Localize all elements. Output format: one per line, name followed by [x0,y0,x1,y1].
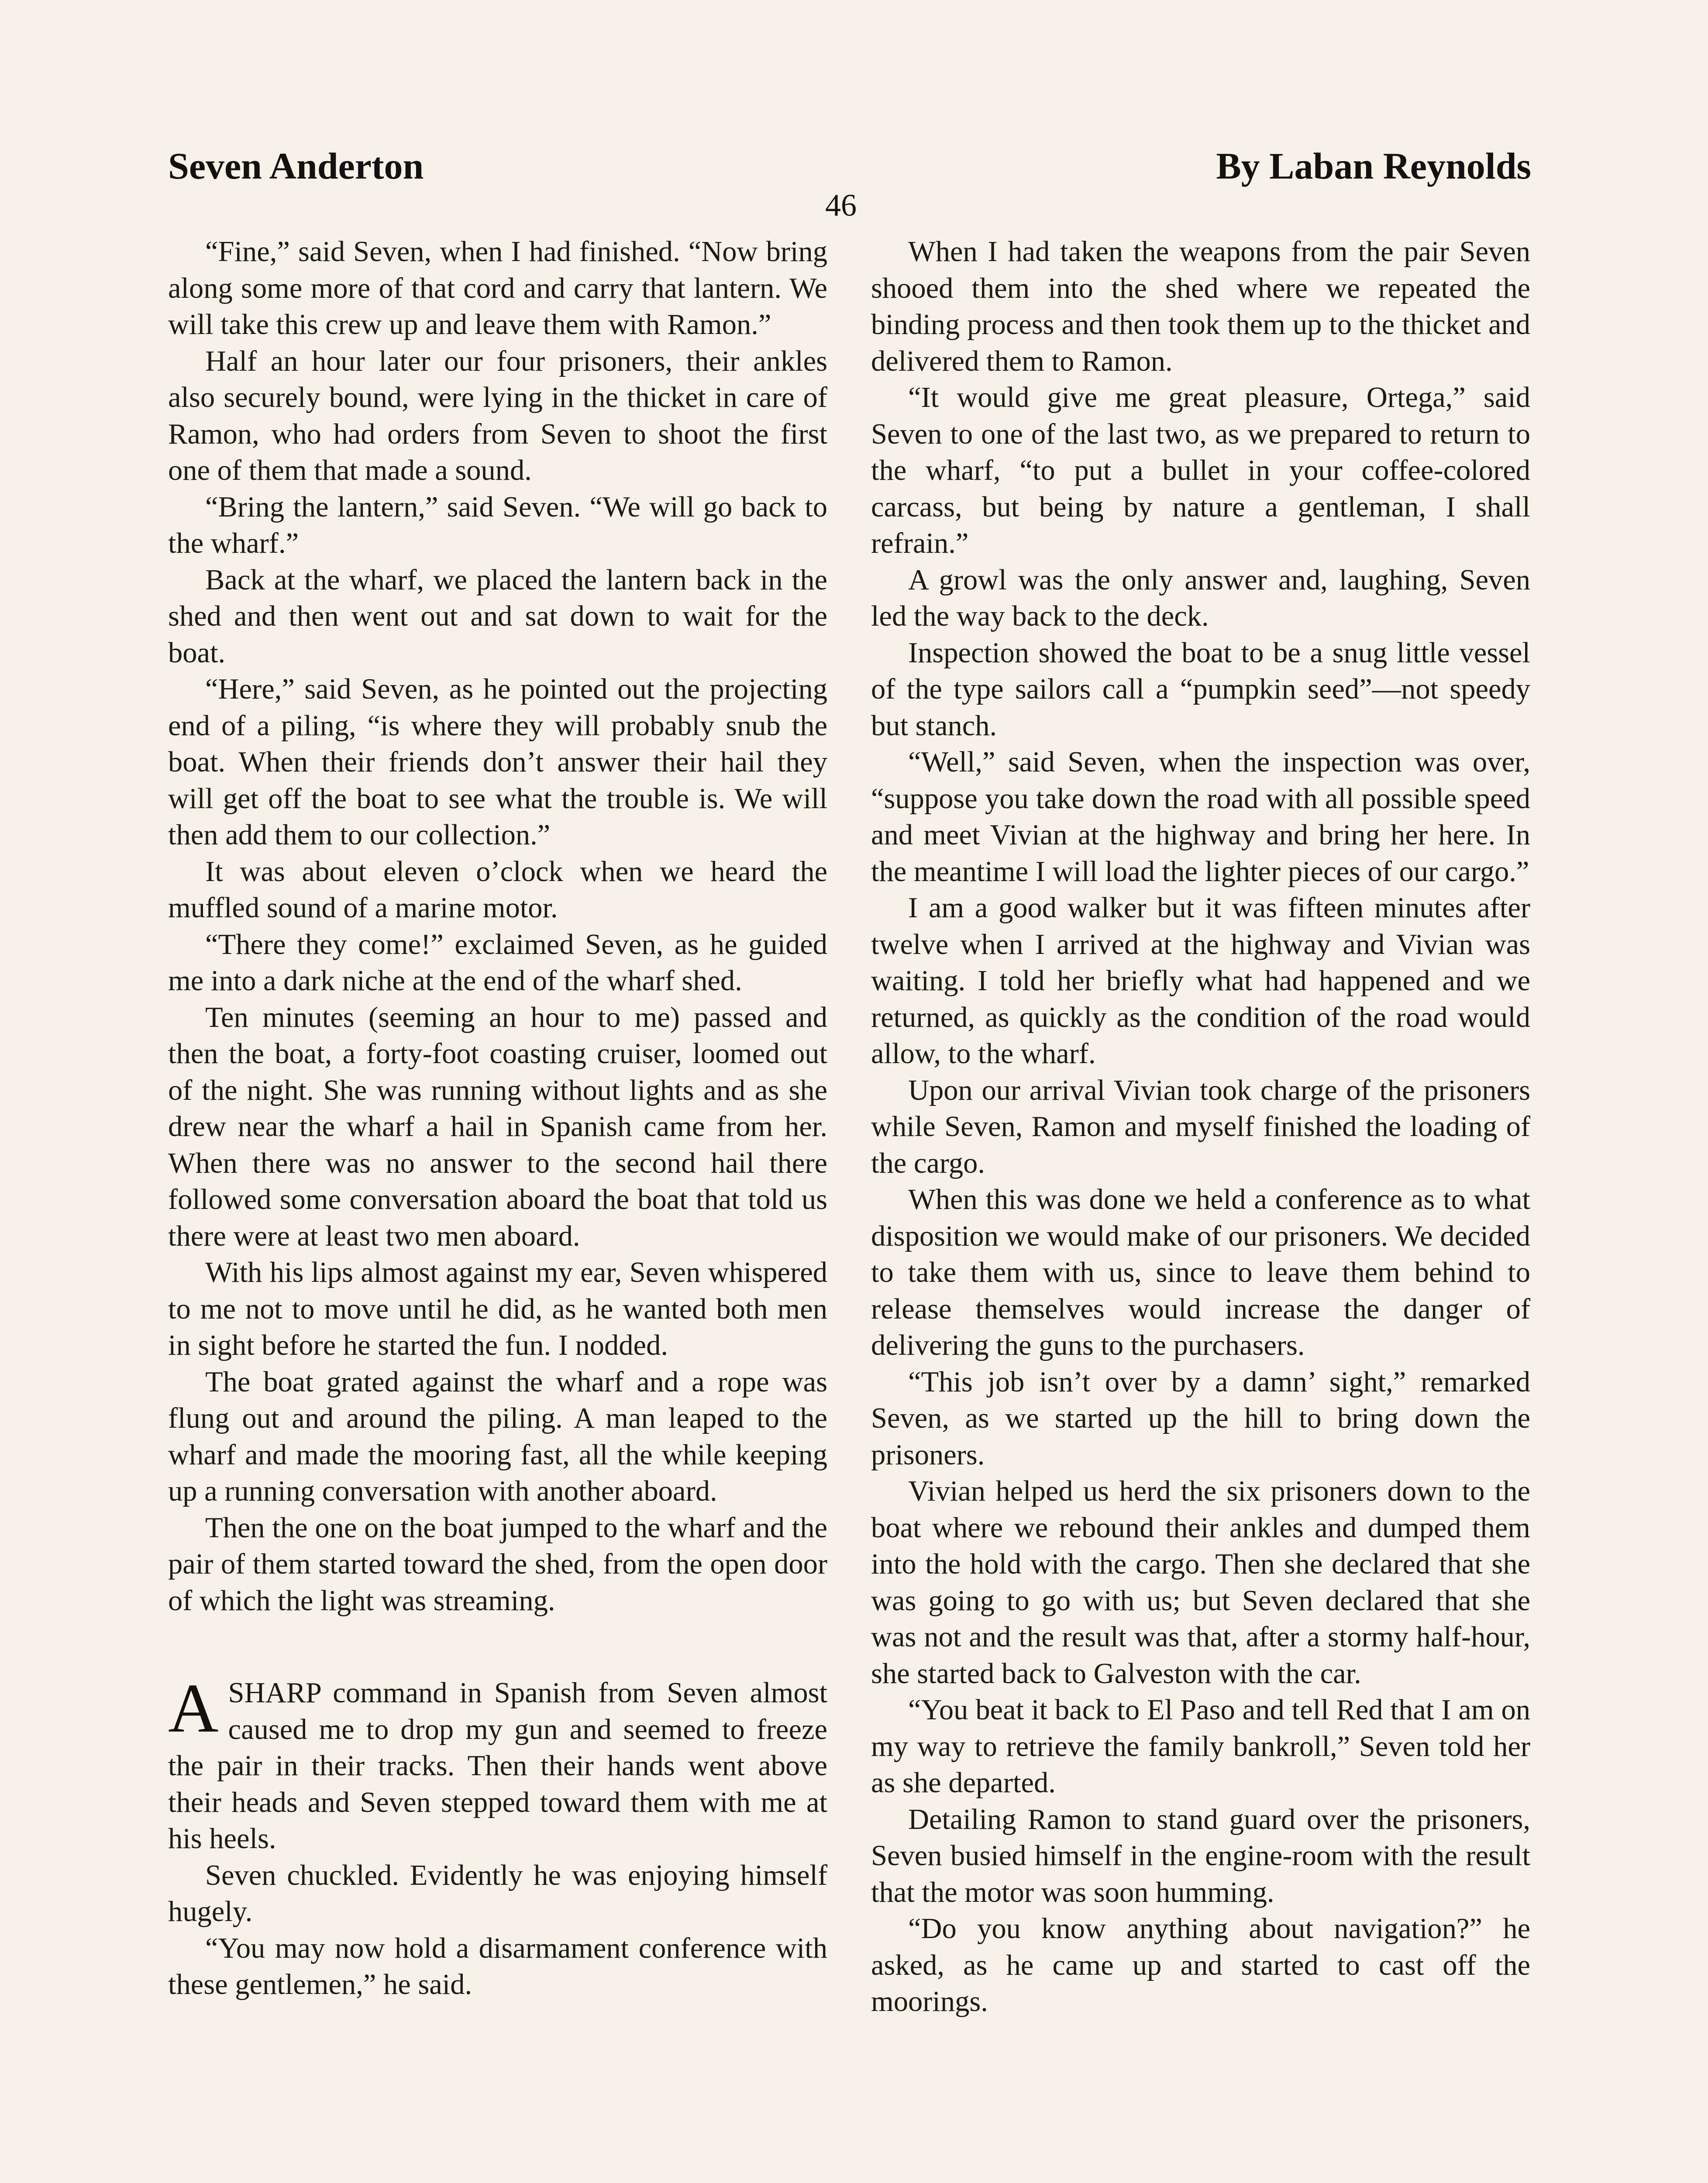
paragraph: “This job isn’t over by a damn’ sight,” remarked Seven, as we started up the hill to bring down the prisoners. [871,1366,1530,1471]
paragraph: “Bring the lantern,” said Seven. “We will go back to the wharf.” [168,491,827,559]
paragraph: Back at the wharf, we placed the lantern back in the shed and then went out and sat down to wait for the boat. [168,564,827,669]
paragraph: Inspection showed the boat to be a snug little vessel of the type sailors call a “pumpkin seed”—not speedy but stanch. [871,637,1530,742]
paragraph: “It would give me great pleasure, Ortega,” said Seven to one of the last two, as we prepared to return to the wharf, “to put a bullet in your coffee-colored carcass, but being by nature a gentleman, I shall refrain.” [871,382,1530,559]
section-break-spacer [168,1619,827,1675]
paragraph: A growl was the only answer and, laughing, Seven led the way back to the deck. [871,564,1530,632]
paragraph: “Do you know anything about navigation?” he asked, as he came up and started to cast off the moorings. [871,1913,1530,2018]
paragraph: Then the one on the boat jumped to the wharf and the pair of them started toward the shed, from the open door of which the light was streaming. [168,1512,827,1617]
paragraph: It was about eleven o’clock when we heard the muffled sound of a marine motor. [168,855,827,924]
drop-cap-paragraph-text: SHARP command in Spanish from Seven almost caused me to drop my gun and seemed to freeze the pair in their tracks. Then their hands went above their heads and Seven stepped toward them with me at his heels. [168,1677,827,1855]
left-column [168,234,827,2003]
story-title: Seven Anderton [168,145,424,187]
paragraph: “Fine,” said Seven, when I had finished. “Now bring along some more of that cord and carry that lantern. We will take this crew up and leave them with Ramon.” [168,236,827,341]
drop-cap-paragraph [168,1669,827,1857]
paragraph: “Here,” said Seven, as he pointed out the projecting end of a piling, “is where they will probably snub the boat. When their friends don’t answer their hail they will get off the boat to see what the trouble is. We will then add them to our collection.” [168,673,827,851]
paragraph: When I had taken the weapons from the pair Seven shooed them into the shed where we repeated the binding process and then took them up to the thicket and delivered them to Ramon. [871,236,1530,377]
paragraph: I am a good walker but it was fifteen minutes after twelve when I arrived at the highway and Vivian was waiting. I told her briefly what had happened and we returned, as quickly as the condition of the road would allow, to the wharf. [871,892,1530,1070]
paragraph: “You beat it back to El Paso and tell Red that I am on my way to retrieve the family bankroll,” Seven told her as she departed. [871,1694,1530,1799]
paragraph: When this was done we held a conference as to what disposition we would make of our prisoners. We decided to take them with us, since to leave them behind to release themselves would increase the danger of delivering the guns to the purchasers. [871,1184,1530,1361]
right-column [871,234,1530,2020]
page-number: 46 [825,188,857,223]
paragraph: With his lips almost against my ear, Seven whispered to me not to move until he did, as he wanted both men in sight before he started the fun. I nodded. [168,1257,827,1361]
paragraph: Seven chuckled. Evidently he was enjoying himself hugely. [168,1859,827,1928]
paragraph: Vivian helped us herd the six prisoners down to the boat where we rebound their ankles and dumped them into the hold with the cargo. Then she declared that she was going to go with us; but Seven declared that she was not and the result was that, after a stormy half-hour, she started back to Galveston with the car. [871,1475,1530,1690]
paragraph: Ten minutes (seeming an hour to me) passed and then the boat, a forty-foot coasting cruiser, loomed out of the night. She was running without lights and as she drew near the wharf a hail in Spanish came from her. When there was no answer to the second hail there followed some conversation aboard the boat that told us there were at least two men aboard. [168,1001,827,1252]
paragraph: Upon our arrival Vivian took charge of the prisoners while Seven, Ramon and myself finished the loading of the cargo. [871,1074,1530,1179]
paragraph: Half an hour later our four prisoners, their ankles also securely bound, were lying in the thicket in care of Ramon, who had orders from Seven to shoot the first one of them that made a sound. [168,345,827,486]
paragraph: “Well,” said Seven, when the inspection was over, “suppose you take down the road with all possible speed and meet Vivian at the highway and bring her here. In the meantime I will load the lighter pieces of our cargo.” [871,746,1530,888]
author-byline: By Laban Reynolds [1216,145,1531,187]
paragraph: Detailing Ramon to stand guard over the prisoners, Seven busied himself in the engine-room with the result that the motor was soon humming. [871,1803,1530,1908]
paragraph: “There they come!” exclaimed Seven, as he guided me into a dark niche at the end of the wharf shed. [168,928,827,997]
paragraph: The boat grated against the wharf and a rope was flung out and around the piling. A man leaped to the wharf and made the mooring fast, all the while keeping up a running conversation with another aboard. [168,1366,827,1507]
drop-cap-letter: A [168,1669,219,1747]
paragraph: “You may now hold a disarmament conference with these gentlemen,” he said. [168,1932,827,2001]
